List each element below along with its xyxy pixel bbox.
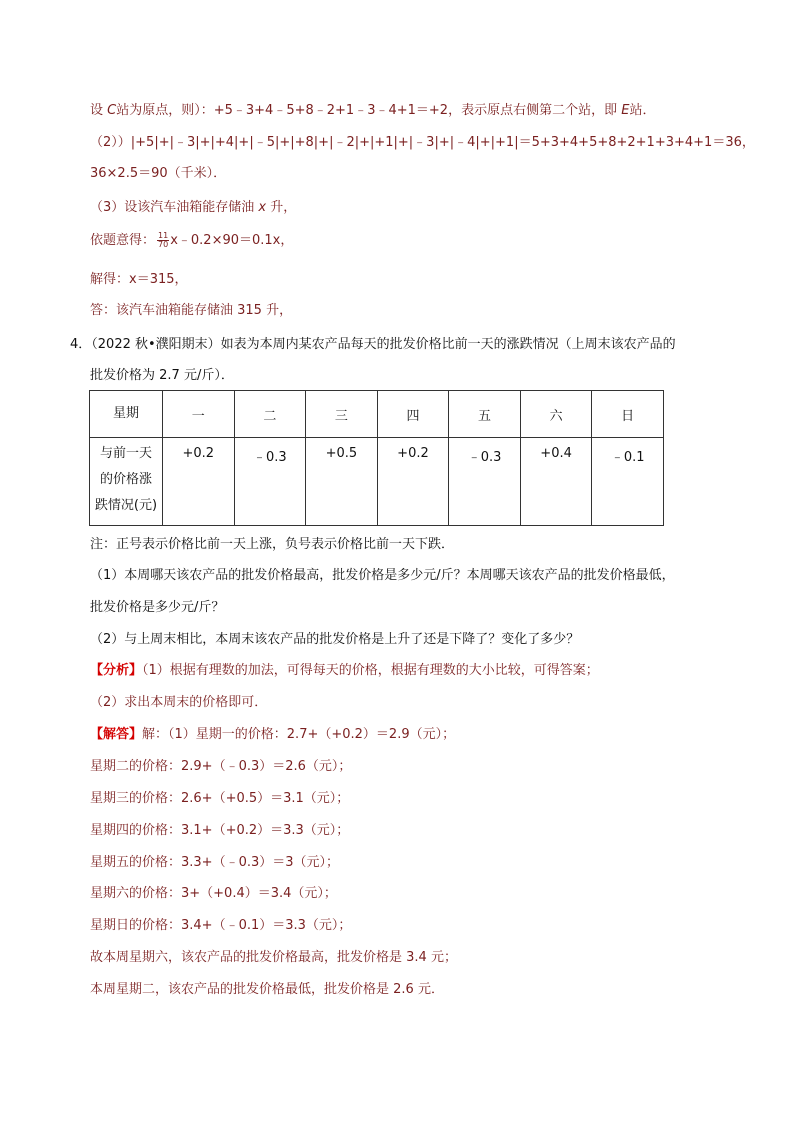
solution-line-4 [90, 198, 296, 218]
fraction-denominator: 70 [158, 240, 169, 249]
table-header-cell: 日 [592, 391, 664, 438]
fraction-numerator: 11 [158, 231, 169, 240]
text-fragment: 解：（1）星期一的价格：2.7+（+0.2）＝2.9（元）； [142, 727, 456, 742]
text-fragment: 设 [90, 103, 104, 118]
table-cell: ﹣0.1 [592, 438, 664, 526]
answer-line-9: 本周星期二，该农产品的批发价格最低，批发价格是 2.6 元． [90, 982, 444, 997]
analysis-tag: 【分析】 [90, 663, 143, 678]
table-header-cell: 一 [163, 391, 235, 438]
table-cell: +0.5 [306, 438, 378, 526]
row-label-line: 跌情况(元) [94, 497, 158, 513]
table-note: 注：正号表示价格比前一天上涨，负号表示价格比前一天下跌． [90, 537, 455, 552]
text-fragment: x﹣0.2×90＝0.1x， [170, 233, 294, 248]
text-fragment: （3）设该汽车油箱能存储油 [90, 200, 255, 215]
row-label-line: 的价格涨 [99, 471, 152, 487]
var-x: x [258, 200, 267, 215]
table-header-cell: 星期 [90, 391, 163, 438]
fraction [157, 232, 169, 249]
table-cell: +0.4 [520, 438, 592, 526]
question-4-line-2: 批发价格为 2.7 元/斤）． [90, 368, 234, 383]
solution-line-1 [90, 101, 655, 121]
analysis-line-1 [90, 661, 599, 681]
question-4-line-1: 4．（2022 秋•濮阳期末）如表为本周内某农产品每天的批发价格比前一天的涨跌情况（上周末该农产品的 [70, 337, 676, 352]
row-label-line: 与前一天 [99, 445, 152, 461]
answer-line-6: 星期六的价格：3+（+0.4）＝3.4（元）； [90, 886, 337, 901]
answer-line-8: 故本周星期六，该农产品的批发价格最高，批发价格是 3.4 元； [90, 950, 457, 965]
var-c: C [107, 103, 117, 118]
answer-line-4: 星期四的价格：3.1+（+0.2）＝3.3（元）； [90, 823, 350, 838]
table-header-cell: 三 [306, 391, 378, 438]
table-header-cell: 五 [449, 391, 521, 438]
answer-line-7: 星期日的价格：3.4+（﹣0.1）＝3.3（元）； [90, 918, 352, 933]
table-header-cell: 二 [234, 391, 306, 438]
solution-line-3: 36×2.5＝90（千米）． [90, 166, 227, 181]
solution-line-7: 答：该汽车油箱能存储油 315 升， [90, 303, 293, 318]
var-e: E [621, 103, 630, 118]
table-cell: +0.2 [377, 438, 449, 526]
answer-line-2: 星期二的价格：2.9+（﹣0.3）＝2.6（元）； [90, 759, 352, 774]
text-fragment: 升， [270, 200, 297, 215]
solution-line-6: 解得：x＝315， [90, 272, 188, 287]
row-label-cell [90, 438, 163, 526]
price-change-table [89, 390, 664, 526]
table-cell: ﹣0.3 [234, 438, 306, 526]
question-4-part-1-line-2: 批发价格是多少元/斤？ [90, 600, 225, 615]
question-4-part-1-line-1: （1）本周哪天该农产品的批发价格最高，批发价格是多少元/斤？本周哪天该农产品的批发价格最低， [90, 568, 675, 583]
text-fragment: 依题意得： [90, 233, 156, 248]
answer-line-3: 星期三的价格：2.6+（+0.5）＝3.1（元）； [90, 791, 350, 806]
table-header-cell: 六 [520, 391, 592, 438]
table-header-row [90, 391, 664, 438]
answer-line-1 [90, 725, 455, 745]
solution-line-5 [90, 231, 293, 251]
text-fragment: 站． [629, 103, 656, 118]
question-4-part-2: （2）与上周末相比，本周末该农产品的批发价格是上升了还是下降了？变化了多少？ [90, 632, 580, 647]
text-fragment: 站为原点，则）：+5﹣3+4﹣5+8﹣2+1﹣3﹣4+1＝+2，表示原点右侧第二个站，即 [116, 103, 618, 118]
solution-line-2: （2））|+5|+|﹣3|+|+4|+|﹣5|+|+8|+|﹣2|+|+1|+|﹣3|+|﹣4|+|+1|＝5+3+4+5+8+2+1+3+4+1＝36， [90, 135, 755, 150]
text-fragment: （1）根据有理数的加法，可得每天的价格，根据有理数的大小比较，可得答案； [142, 663, 599, 678]
answer-tag: 【解答】 [90, 727, 143, 742]
answer-line-5: 星期五的价格：3.3+（﹣0.3）＝3（元）； [90, 855, 340, 870]
table-header-cell: 四 [377, 391, 449, 438]
table-cell: +0.2 [163, 438, 235, 526]
table-cell: ﹣0.3 [449, 438, 521, 526]
table-row [90, 438, 664, 526]
analysis-line-2: （2）求出本周末的价格即可． [90, 695, 268, 710]
